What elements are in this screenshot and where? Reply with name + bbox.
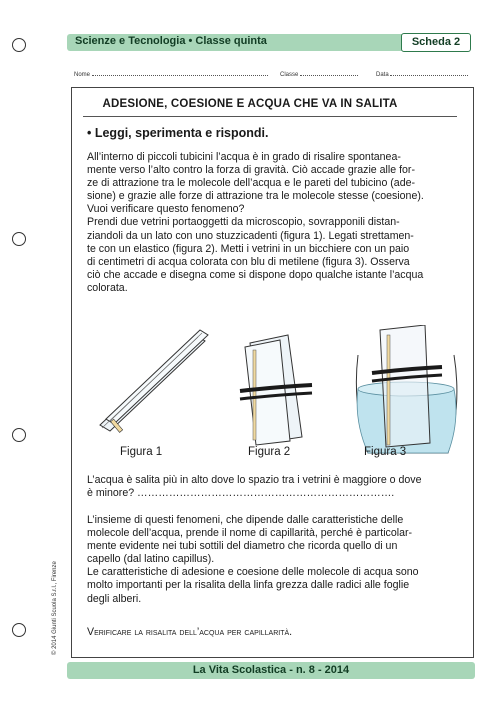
text-line: All’interno di piccoli tubicini l’acqua è in grado di risalire spontanea-	[87, 151, 401, 163]
text-line: mente evidente nei tubi sottili del diametro che ricorda quello di un	[87, 540, 398, 553]
text-line: capello (dal latino capillus).	[87, 553, 215, 566]
name-field[interactable]	[74, 70, 268, 78]
text-line: molto importanti per la risalita della linfa grezza dalle radici alle foglie	[87, 579, 410, 592]
header-bar	[67, 34, 471, 51]
closing-line	[87, 626, 461, 639]
binder-hole-2	[12, 232, 26, 246]
binder-hole-4	[12, 623, 26, 637]
date-field[interactable]	[376, 70, 468, 78]
scheda-label: Scheda 2	[401, 33, 471, 52]
intro-paragraph	[87, 151, 461, 295]
class-label: Classe	[280, 72, 299, 78]
text-line: sione) e grazie alle forze di attrazione tra le molecole stesse (coesione).	[87, 190, 424, 203]
worksheet-title: ADESIONE, COESIONE E ACQUA CHE VA IN SALITA	[102, 98, 398, 110]
text-line: Prendi due vetrini portaoggetti da microscopio, sovrapponili distan-	[87, 216, 400, 229]
question-paragraph	[87, 474, 461, 500]
text-line: degli alberi.	[87, 592, 142, 605]
figure-3-glass-of-water-illustration	[356, 325, 457, 453]
figure-2-bound-slides-illustration	[240, 335, 312, 445]
text-line: colorata.	[87, 281, 128, 294]
figure-1-caption: Figura 1	[120, 446, 163, 458]
subject-label: Scienze e Tecnologia • Classe quinta	[75, 35, 267, 47]
text-line: ze di attrazione tra le molecole dell’acqua e le pareti del tubicino (ade-	[87, 177, 416, 190]
figure-2-caption: Figura 2	[248, 446, 291, 458]
text-line: L’insieme di questi fenomeni, che dipende dalle caratteristiche delle	[87, 514, 404, 526]
binder-hole-1	[12, 38, 26, 52]
title-underline	[83, 116, 457, 117]
figure-3-caption: Figura 3	[364, 446, 407, 458]
date-label: Data	[376, 72, 389, 78]
answer-line[interactable]: è minore? ……………………………………………………………….	[87, 487, 395, 500]
figure-1-slides-illustration	[100, 330, 208, 432]
text-line: molecole dell’acqua, prende il nome di capillarità, perché è particolar-	[87, 527, 413, 540]
text-line: di centimetri di acqua colorata con blu di metilene (figura 3). Osserva	[87, 255, 410, 268]
explanation-paragraph	[87, 514, 461, 606]
class-field[interactable]	[280, 70, 358, 78]
name-label: Nome	[74, 72, 91, 78]
copyright-credit: © 2014 Giunti Scuola S.r.l., Firenze	[52, 561, 58, 655]
binder-hole-3	[12, 428, 26, 442]
text-line: ciò che accade e disegna come si dispone dopo qualche istante l’acqua	[87, 268, 424, 281]
text-line: te con un elastico (figura 2). Metti i vetrini in un bicchiere con un paio	[87, 242, 410, 255]
closing-text: Verificare la risalita dell’acqua per capillarità.	[87, 626, 293, 638]
text-line: Le caratteristiche di adesione e coesione delle molecole di acqua sono	[87, 566, 419, 579]
footer-bar: La Vita Scolastica - n. 8 - 2014	[67, 662, 475, 679]
instruction-lead: • Leggi, sperimenta e rispondi.	[87, 126, 269, 140]
text-line: L’acqua è salita più in alto dove lo spazio tra i vetrini è maggiore o dove	[87, 474, 422, 486]
text-line: mente verso l’alto contro la forza di gravità. Ciò accade grazie alle for-	[87, 164, 415, 177]
text-line: ziandoli da un lato con uno stuzzicadenti (figura 1). Legati strettamen-	[87, 229, 414, 242]
text-line: Vuoi verificare questo fenomeno?	[87, 203, 245, 216]
experiment-figures	[90, 325, 460, 465]
